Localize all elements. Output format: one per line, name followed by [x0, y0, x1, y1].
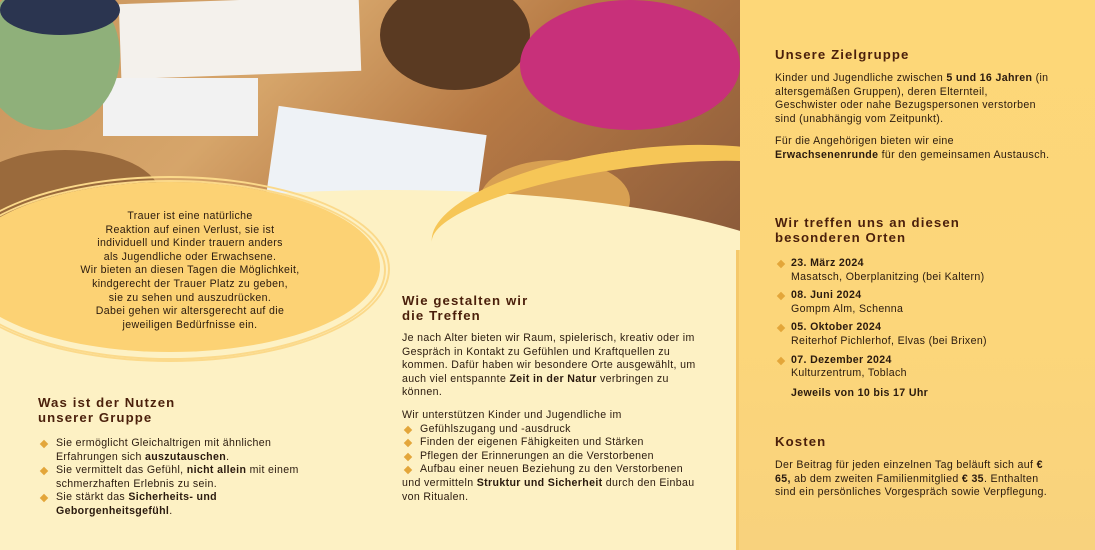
text-segment: Je nach Alter bieten wir Raum, spielerisch, kreativ oder im Gespräch in Kontakt zu Gefühlen und Kraftquellen zu kommen. Dafür haben wir besondere Orte ausgewählt, um auch viel entspannte	[402, 332, 696, 385]
section-heading: Wir treffen uns an diesen besonderen Orten	[775, 215, 960, 245]
section-heading: Unsere Zielgruppe	[775, 47, 910, 62]
text-segment: Sie ermöglicht Gleichaltrigen mit ähnlichen Erfahrungen sich	[56, 437, 272, 463]
date-item	[775, 321, 1075, 348]
place: Kulturzentrum, Toblach	[791, 367, 907, 380]
text-segment: (in altersgemäßen Gruppen), deren Elternteil, Geschwister oder nahe Bezugspersonen verstorben sind (unabhängig vom Zeitpunkt).	[775, 72, 1049, 125]
text-segment: verbringen zu können.	[402, 372, 669, 399]
list-item	[38, 491, 328, 518]
intro-line: als Jugendliche oder Erwachsene.	[103, 250, 277, 263]
date: 23. März 2024	[791, 257, 864, 269]
intro-line: individuell und Kinder trauern anders	[97, 237, 283, 250]
time-info: Jeweils von 10 bis 17 Uhr	[791, 386, 929, 399]
nutzen-section	[38, 395, 328, 519]
list-item: Finden der eigenen Fähigkeiten und Stärken	[402, 436, 702, 450]
emphasis-text: € 65,	[775, 459, 1043, 485]
zielgruppe-paragraph	[775, 135, 1050, 162]
emphasis-text: € 35	[961, 472, 984, 485]
intro-line: Reaktion auf einen Verlust, sie ist	[105, 223, 275, 236]
intro-line: jeweiligen Bedürfnisse ein.	[122, 318, 258, 331]
text-segment: .	[169, 504, 173, 517]
text-segment: Der Beitrag für jeden einzelnen Tag beläuft sich auf	[775, 459, 1037, 471]
text-segment: Sie stärkt das	[56, 491, 129, 504]
text-segment: und vermitteln	[402, 476, 477, 489]
date: 05. Oktober 2024	[791, 321, 882, 334]
text-segment: für den gemeinsamen Austausch.	[878, 148, 1050, 161]
intro-line: sie zu sehen und auszudrücken.	[108, 291, 272, 304]
emphasis-text: Erwachsenenrunde	[775, 148, 879, 161]
intro-line: Wir bieten an diesen Tagen die Möglichkeit,	[80, 264, 300, 277]
emphasis-text: auszutauschen	[144, 450, 227, 463]
date: 08. Juni 2024	[791, 289, 862, 302]
orte-section	[775, 215, 1075, 400]
text-segment: Kinder und Jugendliche zwischen	[775, 72, 947, 84]
place: Masatsch, Oberplanitzing (bei Kaltern)	[791, 270, 985, 283]
treffen-section	[402, 293, 702, 504]
section-heading: Kosten	[775, 434, 827, 449]
emphasis-text: 5 und 16 Jahren	[946, 72, 1033, 84]
emphasis-text: Zeit in der Natur	[509, 372, 597, 385]
date-item	[775, 289, 1075, 316]
intro-text	[0, 210, 380, 332]
list-item	[38, 437, 328, 464]
kosten-paragraph	[775, 459, 1060, 500]
list-item: Gefühlszugang und -ausdruck	[402, 423, 702, 437]
emphasis-text: Struktur und Sicherheit	[476, 476, 603, 489]
zielgruppe-paragraph	[775, 72, 1050, 126]
date-item	[775, 354, 1075, 381]
place: Reiterhof Pichlerhof, Elvas (bei Brixen)	[791, 334, 987, 347]
list-item: Aufbau einer neuen Beziehung zu den Verstorbenen	[402, 463, 702, 477]
text-segment: .	[226, 450, 230, 463]
list-item	[38, 464, 328, 491]
intro-line: kindgerecht der Trauer Platz zu geben,	[92, 277, 288, 290]
kosten-section	[775, 434, 1060, 500]
intro-line: Dabei gehen wir altersgerecht auf die	[95, 305, 285, 318]
section-heading: Was ist der Nutzen unserer Gruppe	[38, 395, 176, 425]
text-segment: Sie vermittelt das Gefühl,	[56, 464, 187, 477]
place: Gompm Alm, Schenna	[791, 302, 904, 315]
section-heading: Wie gestalten wir die Treffen	[402, 293, 529, 323]
treffen-closing	[402, 477, 702, 504]
list-item: Pflegen der Erinnerungen an die Verstorbenen	[402, 450, 702, 464]
intro-line: Trauer ist eine natürliche	[127, 210, 253, 222]
text-segment: ab dem zweiten Familienmitglied	[790, 472, 962, 485]
support-intro: Wir unterstützen Kinder und Jugendliche im	[402, 408, 622, 421]
emphasis-text: nicht allein	[186, 464, 247, 477]
emphasis-text: Sicherheits- und Geborgenheitsgefühl	[56, 491, 217, 517]
date-item	[775, 257, 1075, 284]
treffen-paragraph	[402, 332, 702, 400]
text-segment: mit einem schmerzhaften Erlebnis zu sein.	[56, 464, 299, 490]
zielgruppe-section	[775, 47, 1050, 163]
text-segment: durch den Einbau von Ritualen.	[402, 476, 695, 503]
text-segment: Für die Angehörigen bieten wir eine	[775, 135, 954, 148]
text-segment: . Enthalten sind ein persönliches Vorgespräch sowie Verpflegung.	[775, 472, 1048, 499]
date: 07. Dezember 2024	[791, 353, 892, 366]
